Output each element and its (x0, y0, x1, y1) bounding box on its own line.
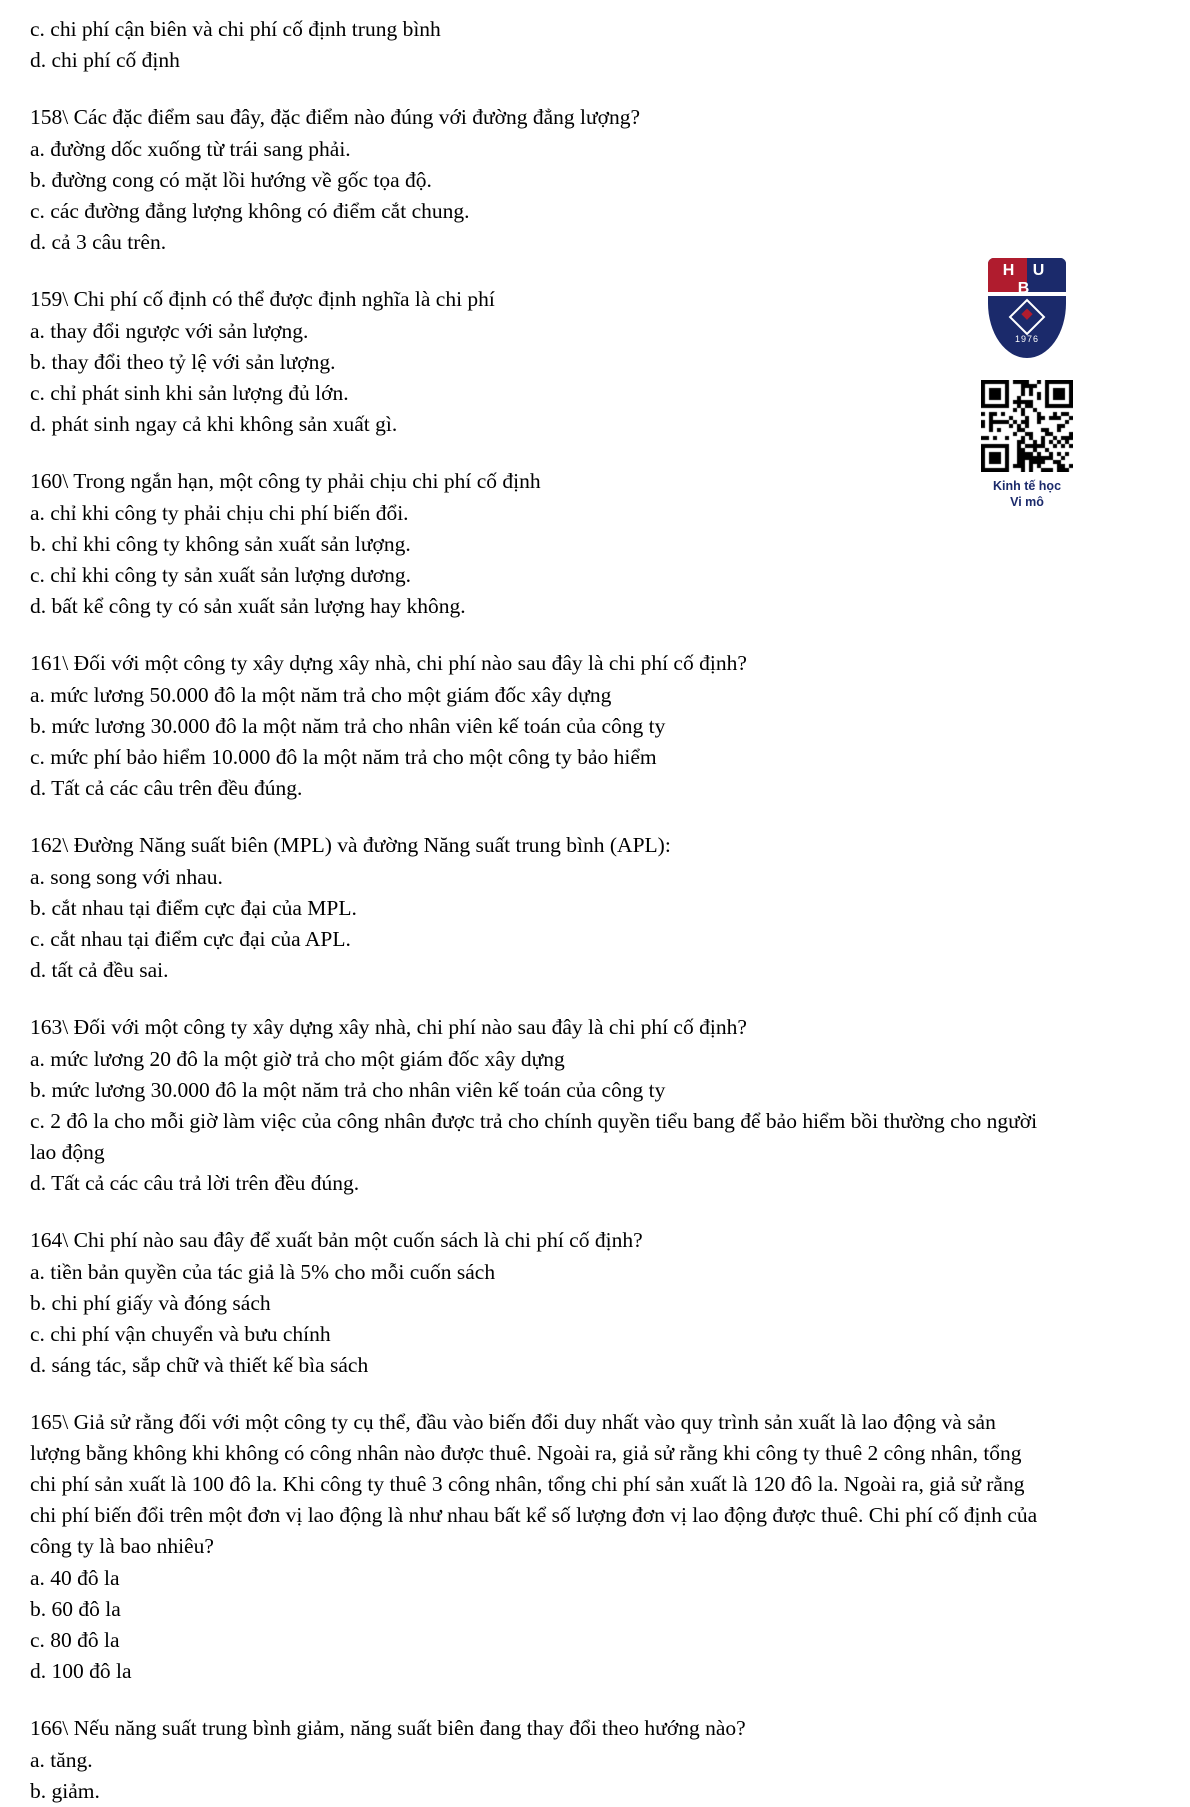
question-block (30, 466, 1050, 622)
option-line: d. Tất cả các câu trả lời trên đều đúng. (30, 1171, 360, 1195)
option-line: a. tiền bản quyền của tác giả là 5% cho mỗi cuốn sách (30, 1260, 496, 1284)
option-line: a. mức lương 20 đô la một giờ trả cho một giám đốc xây dựng (30, 1047, 565, 1071)
option-line: a. 40 đô la (30, 1566, 120, 1590)
option-line: b. mức lương 30.000 đô la một năm trả cho nhân viên kế toán của công ty (30, 714, 666, 738)
option-line: b. cắt nhau tại điểm cực đại của MPL. (30, 896, 357, 920)
option-line: c. các đường đẳng lượng không có điểm cắt chung. (30, 199, 470, 223)
question-block (30, 1713, 1050, 1807)
question-stem: 161\ Đối với một công ty xây dựng xây nhà, chi phí nào sau đây là chi phí cố định? (30, 651, 747, 675)
logo-caption-line1: Kinh tế học (992, 479, 1062, 493)
option-line: d. sáng tác, sắp chữ và thiết kế bìa sách (30, 1353, 369, 1377)
question-block (30, 14, 1050, 76)
option-line: d. tất cả đều sai. (30, 958, 169, 982)
question-block (30, 102, 1050, 258)
option-line: c. chỉ khi công ty sản xuất sản lượng dương. (30, 563, 412, 587)
question-stem: 163\ Đối với một công ty xây dựng xây nhà, chi phí nào sau đây là chi phí cố định? (30, 1015, 747, 1039)
option-line: c. chi phí cận biên và chi phí cố định trung bình (30, 17, 441, 41)
question-stem: 159\ Chi phí cố định có thể được định nghĩa là chi phí (30, 287, 495, 311)
option-line: a. thay đổi ngược với sản lượng. (30, 319, 309, 343)
option-line: d. phát sinh ngay cả khi không sản xuất gì. (30, 412, 398, 436)
option-line: d. bất kể công ty có sản xuất sản lượng hay không. (30, 594, 466, 618)
shield-icon (988, 258, 1066, 358)
question-block (30, 1225, 1050, 1381)
question-stem: 162\ Đường Năng suất biên (MPL) và đường Năng suất trung bình (APL): (30, 833, 671, 857)
institution-logo (962, 258, 1092, 510)
option-line: d. 100 đô la (30, 1659, 132, 1683)
question-stem: 165\ Giả sử rằng đối với một công ty cụ thể, đầu vào biến đổi duy nhất vào quy trình sản xuất là lao động và sản lượng bằng không khi không có công nhân nào được thuê. Ngoài ra, giả sử rằng khi công ty thuê 2 công nhân, tổng chi phí sản xuất là 100 đô la. Khi công ty thuê 3 công nhân, tổng chi phí sản xuất là 120 đô la. Ngoài ra, giả sử rằng chi phí biến đổi trên một đơn vị lao động là như nhau bất kể số lượng đơn vị lao động được thuê. Chi phí cố định của công ty là bao nhiêu? (30, 1410, 1043, 1558)
option-line: a. tăng. (30, 1748, 93, 1772)
option-line: c. 2 đô la cho mỗi giờ làm việc của công nhân được trả cho chính quyền tiểu bang để bảo hiểm bồi thường cho người lao động (30, 1109, 1043, 1164)
option-line: b. đường cong có mặt lồi hướng về gốc tọa độ. (30, 168, 432, 192)
option-line: d. chi phí cố định (30, 48, 180, 72)
option-line: c. chỉ phát sinh khi sản lượng đủ lớn. (30, 381, 349, 405)
option-line: a. mức lương 50.000 đô la một năm trả cho một giám đốc xây dựng (30, 683, 612, 707)
question-block (30, 830, 1050, 986)
option-line: b. mức lương 30.000 đô la một năm trả cho nhân viên kế toán của công ty (30, 1078, 666, 1102)
logo-caption-line2: Vi mô (1010, 495, 1044, 509)
question-block (30, 648, 1050, 804)
question-block (30, 284, 1050, 440)
qr-code-icon (981, 380, 1073, 472)
option-line: a. chỉ khi công ty phải chịu chi phí biến đổi. (30, 501, 409, 525)
option-line: d. Tất cả các câu trên đều đúng. (30, 776, 303, 800)
monogram-text: H U B (1002, 262, 1052, 297)
question-block (30, 1012, 1050, 1199)
option-line: c. cắt nhau tại điểm cực đại của APL. (30, 927, 351, 951)
question-stem: 166\ Nếu năng suất trung bình giảm, năng suất biên đang thay đổi theo hướng nào? (30, 1716, 746, 1740)
question-list (30, 14, 1050, 1807)
option-line: c. 80 đô la (30, 1628, 120, 1652)
option-line: a. song song với nhau. (30, 865, 223, 889)
option-line: c. chi phí vận chuyển và bưu chính (30, 1322, 331, 1346)
question-stem: 158\ Các đặc điểm sau đây, đặc điểm nào đúng với đường đẳng lượng? (30, 105, 641, 129)
option-line: b. 60 đô la (30, 1597, 121, 1621)
question-block (30, 1407, 1050, 1687)
option-line: c. mức phí bảo hiểm 10.000 đô la một năm trả cho một công ty bảo hiểm (30, 745, 657, 769)
founding-year: 1976 (1014, 334, 1040, 344)
question-stem: 164\ Chi phí nào sau đây để xuất bản một cuốn sách là chi phí cố định? (30, 1228, 643, 1252)
question-stem: 160\ Trong ngắn hạn, một công ty phải chịu chi phí cố định (30, 469, 541, 493)
option-line: b. thay đổi theo tỷ lệ với sản lượng. (30, 350, 336, 374)
option-line: b. chỉ khi công ty không sản xuất sản lượng. (30, 532, 411, 556)
diamond-emblem-icon (1009, 299, 1046, 336)
option-line: b. chi phí giấy và đóng sách (30, 1291, 271, 1315)
option-line: a. đường dốc xuống từ trái sang phải. (30, 137, 351, 161)
option-line: d. cả 3 câu trên. (30, 230, 167, 254)
option-line: b. giảm. (30, 1779, 100, 1803)
